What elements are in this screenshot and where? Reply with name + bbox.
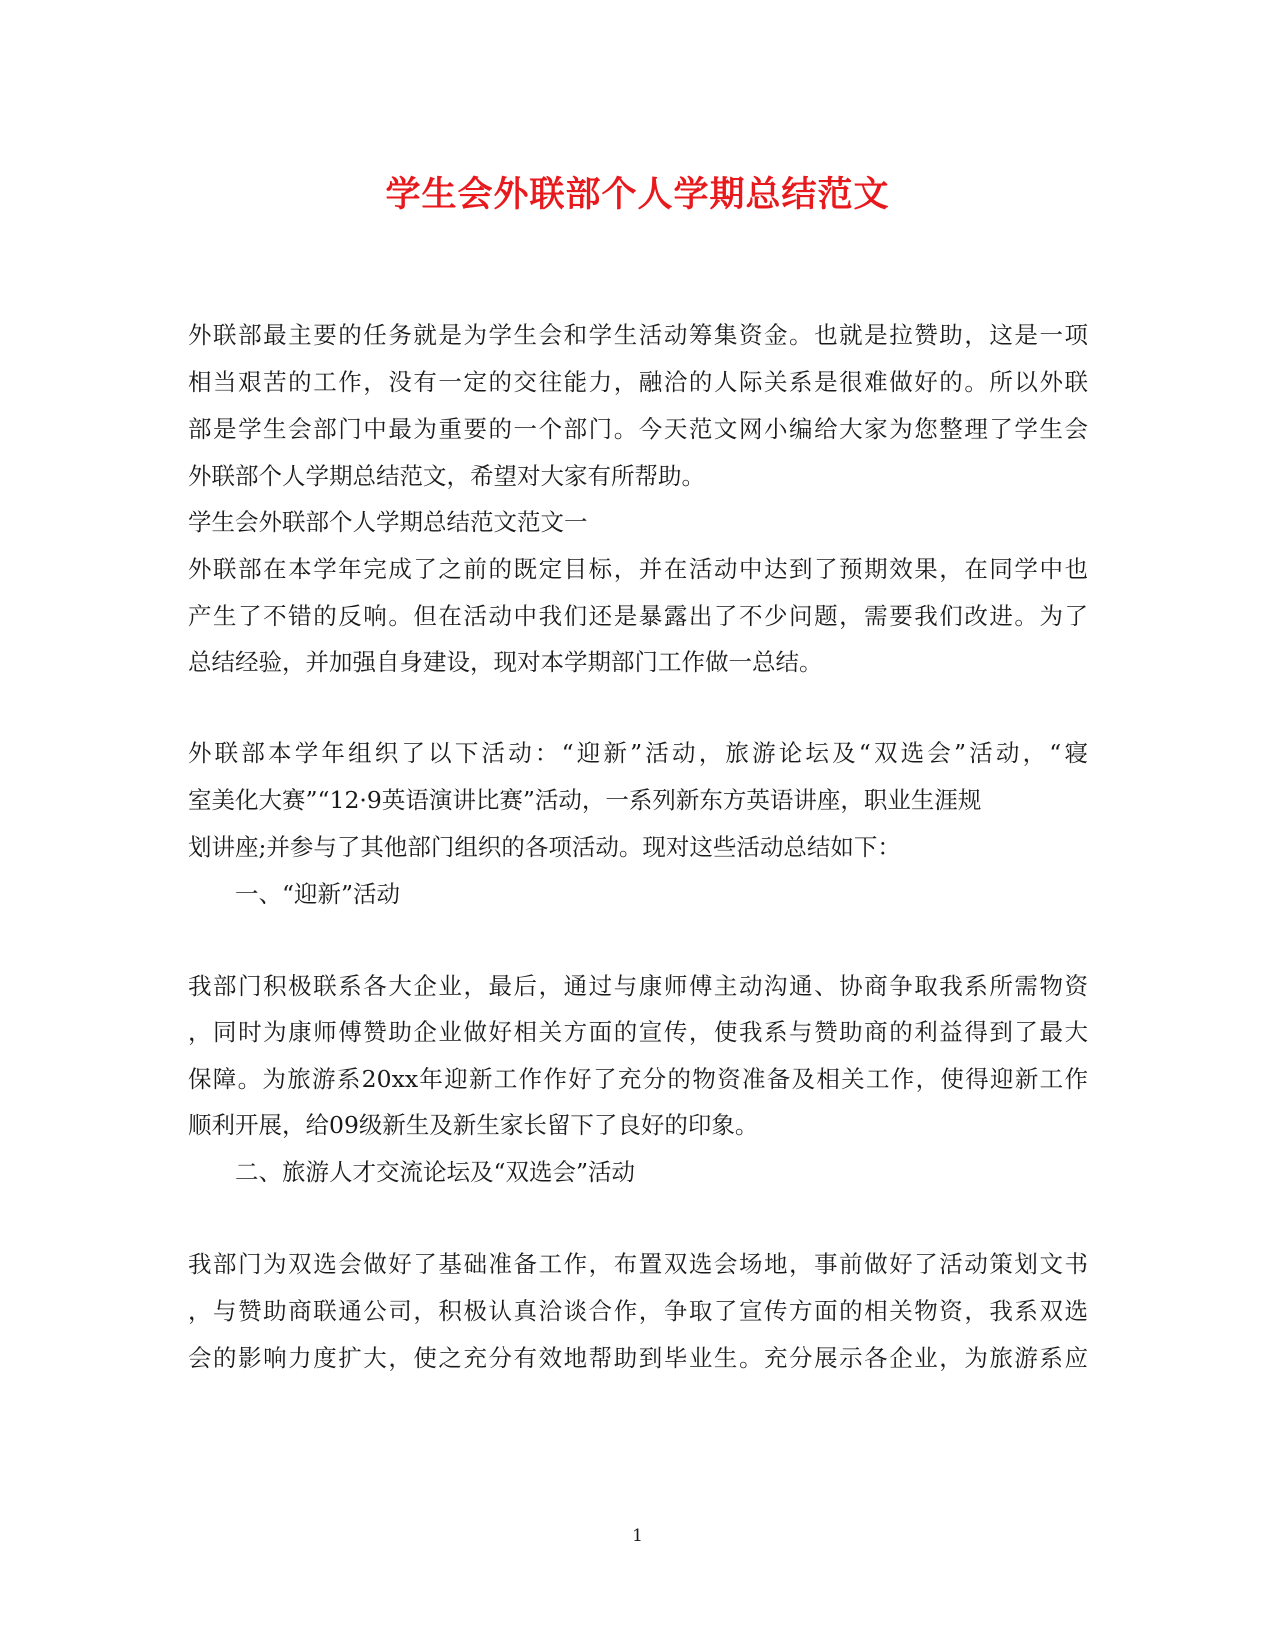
text-line: 外联部本学年组织了以下活动：“迎新”活动，旅游论坛及“双选会”活动，“寝 xyxy=(188,739,1088,767)
text-line: 我部门为双选会做好了基础准备工作，布置双选会场地，事前做好了活动策划文书 xyxy=(188,1250,1088,1278)
text-line: 室美化大赛”“12·9英语演讲比赛”活动，一系列新东方英语讲座，职业生涯规 xyxy=(188,786,982,814)
text-line: 划讲座;并参与了其他部门组织的各项活动。现对这些活动总结如下： xyxy=(188,833,901,861)
text-line: ，与赞助商联通公司，积极认真洽谈合作，争取了宣传方面的相关物资，我系双选 xyxy=(188,1297,1088,1325)
text-line: 外联部最主要的任务就是为学生会和学生活动筹集资金。也就是拉赞助，这是一项 xyxy=(188,321,1088,349)
document-title: 学生会外联部个人学期总结范文 xyxy=(385,174,890,215)
text-line: 外联部个人学期总结范文，希望对大家有所帮助。 xyxy=(188,462,705,490)
text-line: 产生了不错的反响。但在活动中我们还是暴露出了不少问题，需要我们改进。为了 xyxy=(188,602,1088,630)
text-line: 我部门积极联系各大企业，最后，通过与康师傅主动沟通、协商争取我系所需物资 xyxy=(188,972,1088,1000)
text-line: 会的影响力度扩大，使之充分有效地帮助到毕业生。充分展示各企业，为旅游系应 xyxy=(188,1344,1088,1372)
text-line: 顺利开展，给09级新生及新生家长留下了良好的印象。 xyxy=(188,1111,759,1139)
section-heading: 学生会外联部个人学期总结范文范文一 xyxy=(188,508,588,536)
text-line: 总结经验，并加强自身建设，现对本学期部门工作做一总结。 xyxy=(188,648,823,676)
subsection-heading: 一、“迎新”活动 xyxy=(235,880,401,908)
text-line: 部是学生会部门中最为重要的一个部门。今天范文网小编给大家为您整理了学生会 xyxy=(188,415,1088,443)
subsection-heading: 二、旅游人才交流论坛及“双选会”活动 xyxy=(235,1158,636,1186)
text-line: 保障。为旅游系20xx年迎新工作作好了充分的物资准备及相关工作，使得迎新工作 xyxy=(188,1065,1088,1093)
text-line: 相当艰苦的工作，没有一定的交往能力，融洽的人际关系是很难做好的。所以外联 xyxy=(188,368,1088,396)
text-line: 外联部在本学年完成了之前的既定目标，并在活动中达到了预期效果，在同学中也 xyxy=(188,555,1088,583)
page-number: 1 xyxy=(632,1526,643,1546)
text-line: ，同时为康师傅赞助企业做好相关方面的宣传，使我系与赞助商的利益得到了最大 xyxy=(188,1018,1088,1046)
